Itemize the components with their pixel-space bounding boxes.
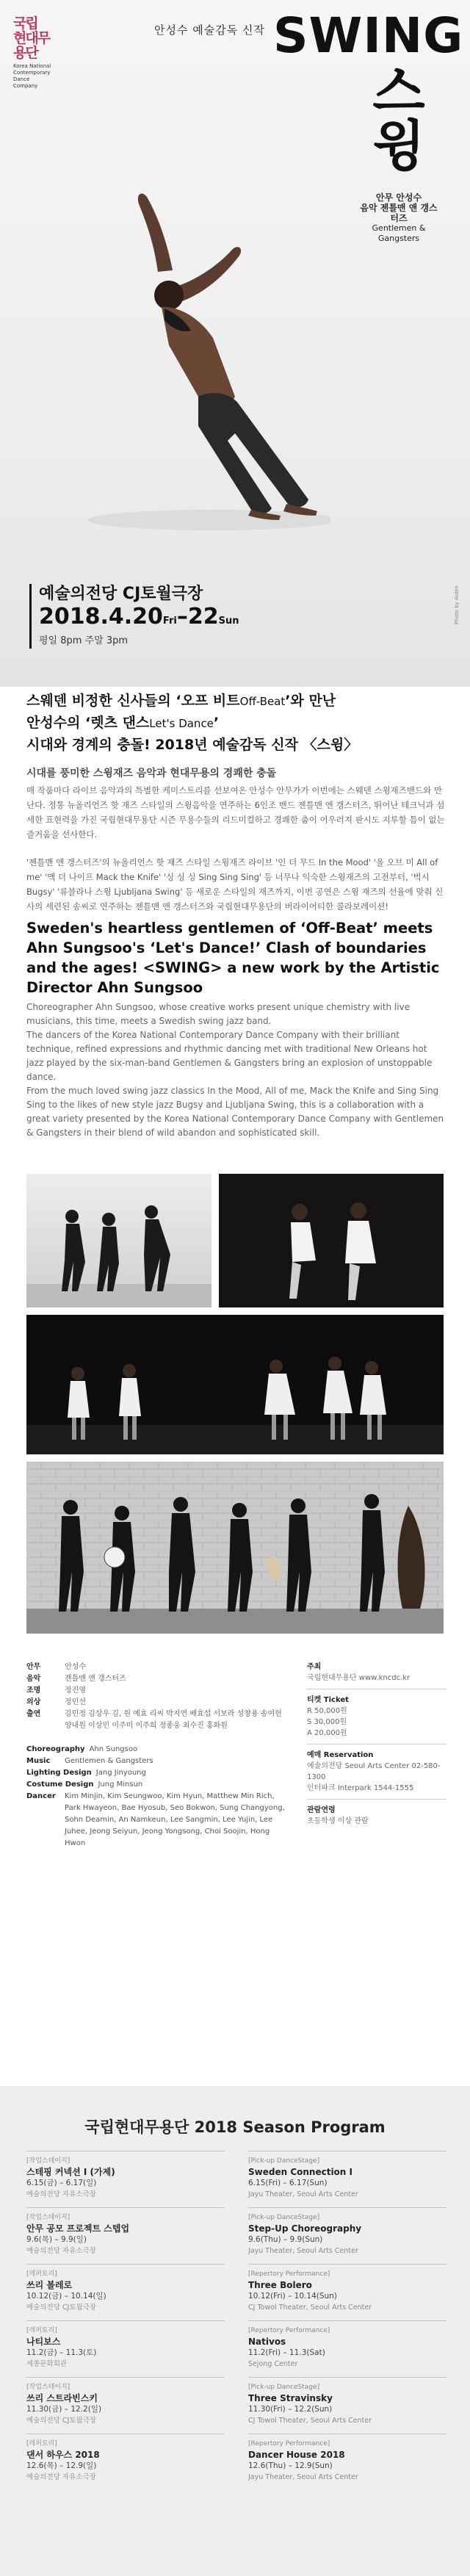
- credit-row: 안무 안성수: [26, 1663, 86, 1671]
- season-item: [작업스테이지] 안무 공모 프로젝트 스텝업 9.6(목) – 9.9(일) 예술의전당 자유소극장: [26, 2207, 225, 2264]
- ticket-info: [307, 1662, 446, 1827]
- logo-mark: 국립 현대무 용단: [13, 15, 50, 61]
- korean-paragraph: 매 작품마다 라이브 음악과의 특별한 케미스트리를 선보여온 안성수 안무가가 이번에는 스웨덴 스윙재즈밴드와 만난다. 정통 뉴올리언즈 핫 재즈 스타일의 스윙음악을 연주하는 6인조 밴드 젠틀맨 앤 갱스터즈, 뛰어난 테크닉과 섬세한 표현력을 가진 국립현대무용단 시즌 무용수들의 리드미컬하고 경쾌한 춤이 어우러져 판시도 지루할 틈이 없는 즐거움을 선사한다.: [26, 785, 445, 840]
- credit-row: 음악 젠틀맨 앤 갱스터즈: [26, 1675, 126, 1683]
- performance-photo-1: [26, 1174, 212, 1307]
- season-item: [Pick-up DanceStage] Sweden Connection Ⅰ 6.15(Fri) – 6.17(Sun) Jayu Theater, Seoul Arts Center: [248, 2151, 446, 2207]
- performance-photo-2: [219, 1174, 444, 1307]
- logo-subtitle: Korea National Contemporary Dance Company: [13, 63, 51, 89]
- hero-subtitle: 안성수 예술감독 신작: [154, 24, 265, 37]
- credit-row: Lighting Design Jang Jinyoung: [26, 1769, 146, 1777]
- season-item: [레퍼토리] 나티보스 11.2(금) – 11.3(토) 세종문화회관: [26, 2320, 225, 2377]
- korean-subheading: 시대를 풍미한 스윙재즈 음악과 현대무용의 경쾌한 충돌: [26, 768, 277, 779]
- season-item: [Pick-up DanceStage] Step-Up Choreography 9.6(Thu) – 9.9(Sun) Jayu Theater, Seoul Arts Center: [248, 2207, 446, 2264]
- hero-title-en: SWING: [273, 7, 464, 64]
- hero-title-ko: 스윙: [372, 60, 425, 178]
- season-item: [레퍼토리] 댄서 하우스 2018 12.6(목) – 12.9(일) 예술의전당 자유소극장: [26, 2434, 225, 2490]
- reservation-sac: 예술의전당 Seoul Arts Center 02-580-1300: [307, 1762, 441, 1781]
- korean-headline: 스웨덴 비정한 신사들의 ‘오프 비트Off-Beat’와 만난 안성수의 ‘렛츠 댄스Let's Dance’ 시대와 경계의 충돌! 2018년 예술감독 신작 〈스윙〉: [26, 693, 358, 753]
- venue-name: 예술의전당 CJ토월극장: [39, 585, 203, 603]
- hero-credit: [358, 192, 439, 244]
- host-value: 국립현대무용단 www.kncdc.kr: [307, 1674, 411, 1682]
- credit-row: 조명 정진영: [26, 1686, 86, 1695]
- season-title: 국립현대무용단 2018 Season Program: [84, 2118, 386, 2136]
- credit-row: 출연 김민정 김상우 김, 원 예효 리씨 박지연 배효섭 서보라 성창용 송여헌 양내원 이상민 이주미 이주희 정종웅 최수진 홍화원: [26, 1710, 282, 1730]
- english-paragraph: The dancers of the Korea National Contemporary Dance Company with their brilliant technique, refined expressions and rhythmic dancing met with traditional New Orleans hot jazz played by the six-man-band Gentlemen & Gangsters bring an explosion of unstoppable dance.: [26, 1030, 433, 1082]
- english-body: [26, 1000, 446, 1140]
- hero-credit-music: 음악 젠틀맨 앤 갱스터즈: [360, 203, 438, 223]
- korean-body: [26, 783, 446, 927]
- age-label: 관람연령: [307, 1806, 336, 1814]
- season-item: [Pick-up DanceStage] Three Stravinsky 11.30(Fri) – 12.2(Sun) CJ Towol Theater, Seoul Arts Center: [248, 2377, 446, 2434]
- credit-row: Music Gentlemen & Gangsters: [26, 1757, 153, 1765]
- ticket-label: 티켓 Ticket: [307, 1696, 349, 1704]
- credit-row: 의상 정민선: [26, 1698, 86, 1706]
- hero-section: [0, 0, 470, 687]
- performance-photo-3: [26, 1315, 444, 1454]
- season-program: [0, 2086, 470, 2576]
- dancer-figure: [88, 176, 330, 544]
- ticket-price-r: R 50,000원: [307, 1707, 347, 1715]
- show-times: 평일 8pm 주말 3pm: [39, 635, 129, 646]
- english-paragraph: Choreographer Ahn Sungsoo, whose creative works present unique chemistry with live musicians, this time, meets a Swedish swing jazz band.: [26, 1002, 411, 1026]
- ticket-price-s: S 30,000원: [307, 1718, 347, 1726]
- band-photo: [26, 1462, 444, 1634]
- english-headline: Sweden's heartless gentlemen of ‘Off-Beat’ meets Ahn Sungsoo's ‘Let's Dance!’ Clash of boundaries and the ages! <SWING> a new work by the Artistic Director Ahn Sungsoo: [26, 920, 440, 996]
- company-logo: [13, 16, 65, 90]
- english-paragraph: From the much loved swing jazz classics In the Mood, All of me, Mack the Knife and Sing Sing Sing to the likes of new style jazz Bugsy and Ljubljana Swing, this is a collaboration with a great variety presented by the Korea National Contemporary Dance Company with Gentlemen & Gangsters in their blend of wild abandon and sophisticated skill.: [26, 1086, 444, 1138]
- hero-credit-band: Gentlemen & Gangsters: [372, 223, 426, 243]
- season-item: [작업스테이지] 스테핑 커넥션 Ⅰ (가제) 6.15(금) – 6.17(일) 예술의전당 자유소극장: [26, 2151, 225, 2207]
- season-list-en: [248, 2151, 446, 2490]
- credit-row: Dancer Kim Minjin, Kim Seungwoo, Kim Hyun, Matthew Min Rich, Park Hwayeon, Bae Hyosub, Seo Bokwon, Sung Changyong, Sohn Deamin, An Namkeun, Lee Sangmin, Lee Yujin, Lee Juhee, Jeong Seiyun, Jeong Yongsong, Choi Soojin, Hong Hwon: [26, 1792, 285, 1847]
- season-item: [Repertory Performance] Nativos 11.2(Fri) – 11.3(Sat) Sejong Center: [248, 2320, 446, 2377]
- reservation-interpark: 인터파크 Interpark 1544-1555: [307, 1784, 414, 1792]
- credit-row: Costume Design Jung Minsun: [26, 1781, 143, 1789]
- photo-credit: Photo by Aiden: [454, 585, 460, 624]
- reservation-label: 예매 Reservation: [307, 1751, 374, 1759]
- host-label: 주최: [307, 1663, 322, 1671]
- season-item: [작업스테이지] 쓰리 스트라빈스키 11.30(금) – 12.2(일) 예술의전당 CJ토월극장: [26, 2377, 225, 2434]
- korean-paragraph: '젠틀맨 앤 갱스터즈'의 뉴올리언스 핫 재즈 스타일 스윙재즈 라이브 '인 더 무드 In the Mood' '올 오브 미 All of me' '맥 더 나이프 Mack the Knife' '싱 싱 싱 Sing Sing Sing' 등 너무나 익숙한 스윙재즈의 고전부터, '벅시 Bugsy' '류블라나 스윙 Ljubljana Swing' 등 새로운 스타일의 재즈까지, 이번 공연은 스윙 재즈의 선율에 맞춰 신사의 세련된 송씨로 연주하는 젠틀맨 앤 갱스터즈와 국립현대무용단의 버라이어티한 콜라보레이션!: [26, 857, 444, 912]
- credit-row: Choreography Ahn Sungsoo: [26, 1745, 138, 1753]
- season-item: [Repertory Performance] Three Bolero 10.12(Fri) – 10.14(Sun) CJ Towol Theater, Seoul Arts Center: [248, 2264, 446, 2320]
- hero-credit-choreo: 안무 안성수: [375, 192, 422, 203]
- performance-dates: 2018.4.20Fri–22Sun: [39, 604, 239, 629]
- season-item: [레퍼토리] 쓰리 볼레로 10.12(금) – 10.14(일) 예술의전당 CJ토월극장: [26, 2264, 225, 2320]
- season-item: [Repertory Performance] Dancer House 2018 12.6(Thu) – 12.9(Sun) Jayu Theater, Seoul Arts Center: [248, 2434, 446, 2490]
- venue-block: [29, 584, 239, 649]
- credits-list: [26, 1662, 291, 1850]
- ticket-price-a: A 20,000원: [307, 1729, 347, 1737]
- season-list-ko: [26, 2151, 225, 2490]
- age-value: 초등학생 이상 관람: [307, 1817, 369, 1825]
